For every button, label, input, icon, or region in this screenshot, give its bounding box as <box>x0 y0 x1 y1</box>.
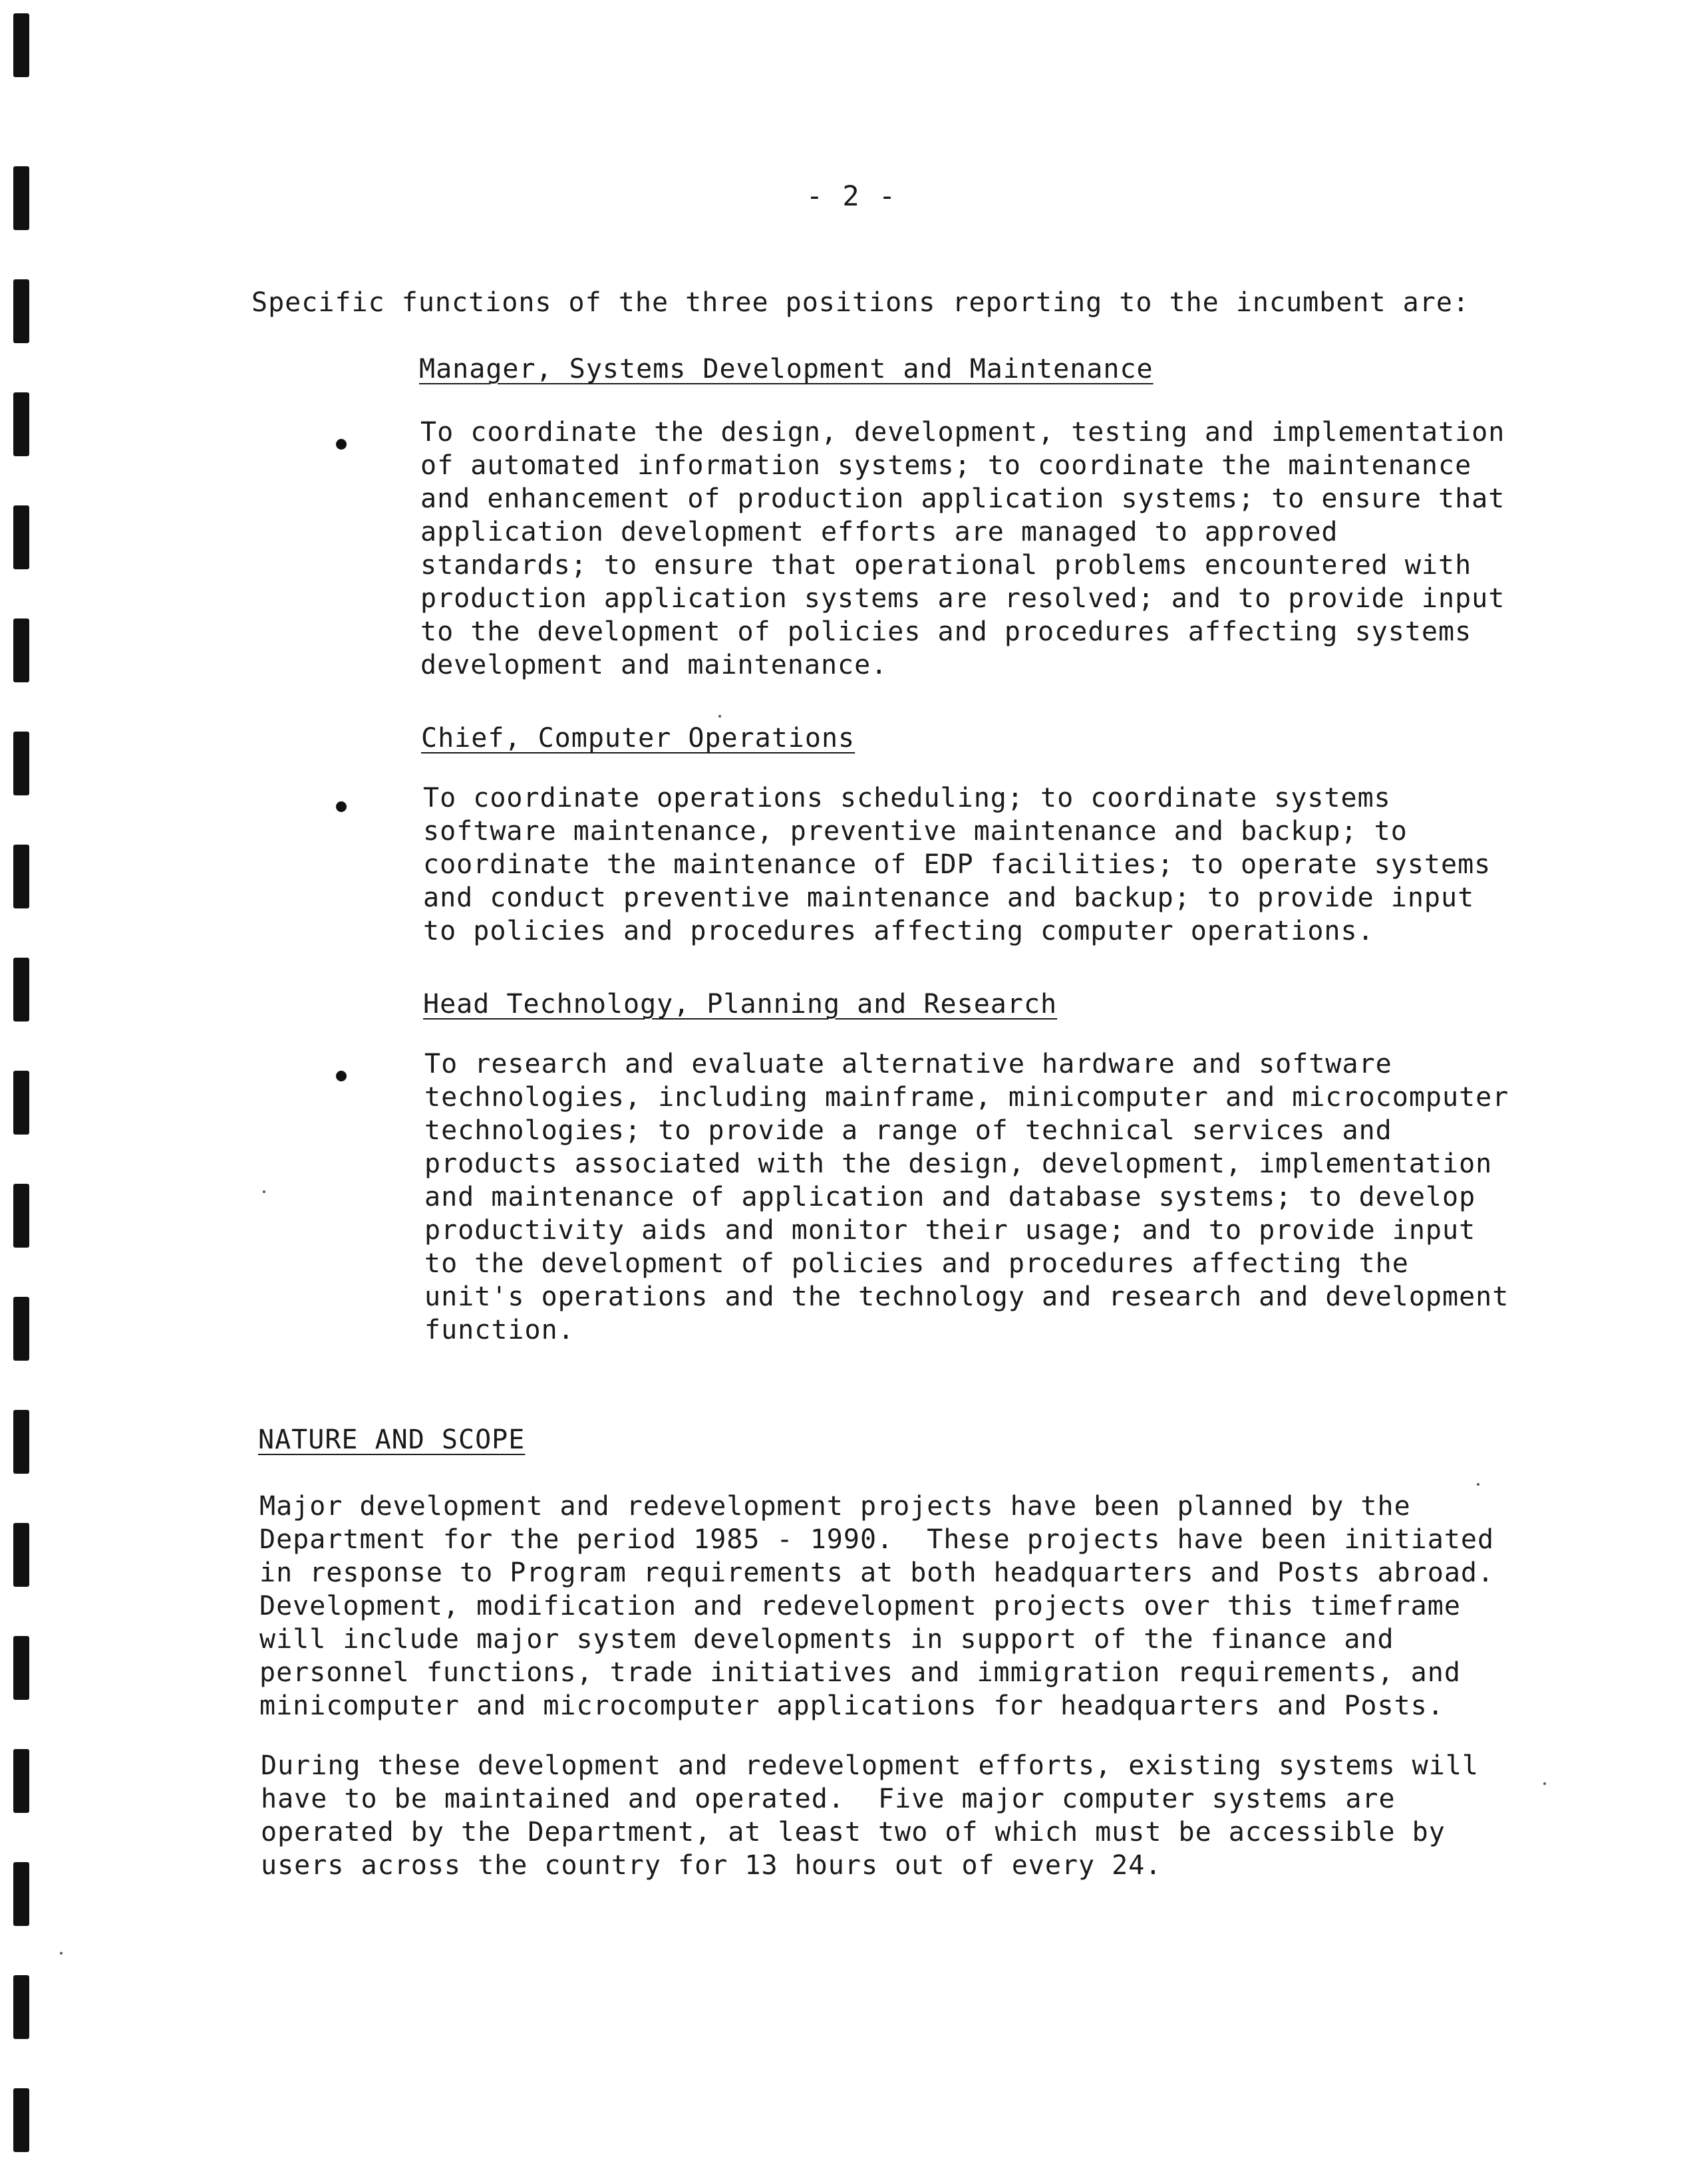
intro-text: Specific functions of the three positions reporting to the incumbent are: <box>251 287 1470 318</box>
binder-mark <box>13 1297 29 1361</box>
text-line: technologies; to provide a range of technical services and <box>424 1115 1392 1146</box>
position-description <box>423 781 1491 948</box>
text-line: minicomputer and microcomputer applications for headquarters and Posts. <box>259 1691 1444 1721</box>
scan-speck <box>718 715 721 718</box>
binder-mark <box>13 958 29 1022</box>
text-line: To research and evaluate alternative hardware and software <box>424 1049 1392 1079</box>
binder-mark <box>13 845 29 908</box>
text-line: to policies and procedures affecting computer operations. <box>423 916 1374 946</box>
text-line: Development, modification and redevelopment projects over this timeframe <box>259 1591 1461 1621</box>
text-line: During these development and redevelopment efforts, existing systems will <box>261 1750 1479 1781</box>
text-line: Major development and redevelopment projects have been planned by the <box>259 1491 1411 1522</box>
bullet-icon <box>336 439 347 450</box>
scan-speck <box>60 1952 63 1955</box>
scan-speck <box>1477 1483 1479 1486</box>
binder-mark <box>13 392 29 456</box>
text-line: unit's operations and the technology and research and development <box>424 1282 1509 1312</box>
text-line: in response to Program requirements at both headquarters and Posts abroad. <box>259 1558 1495 1588</box>
text-line: products associated with the design, development, implementation <box>424 1149 1493 1179</box>
text-line: technologies, including mainframe, minicomputer and microcomputer <box>424 1082 1509 1113</box>
text-line: and maintenance of application and database systems; to develop <box>424 1182 1476 1212</box>
text-line: to the development of policies and procedures affecting the <box>424 1248 1409 1279</box>
text-line: application development efforts are managed to approved <box>420 517 1338 547</box>
text-line: and conduct preventive maintenance and backup; to provide input <box>423 883 1475 913</box>
position-title: Chief, Computer Operations <box>421 723 855 753</box>
binder-mark <box>13 1184 29 1248</box>
text-line: To coordinate operations scheduling; to coordinate systems <box>423 783 1391 813</box>
binder-mark <box>13 1975 29 2039</box>
text-line: Department for the period 1985 - 1990. These projects have been initiated <box>259 1524 1495 1555</box>
binder-mark <box>13 2088 29 2152</box>
text-line: and enhancement of production application systems; to ensure that <box>420 483 1505 514</box>
text-line: function. <box>424 1315 575 1345</box>
scan-speck <box>263 1190 265 1193</box>
text-line: coordinate the maintenance of EDP facilities; to operate systems <box>423 849 1491 880</box>
bullet-icon <box>336 801 347 812</box>
section-title: NATURE AND SCOPE <box>258 1425 526 1455</box>
text-line: have to be maintained and operated. Five major computer systems are <box>261 1784 1396 1814</box>
binder-mark <box>13 1410 29 1474</box>
binder-mark <box>13 1636 29 1700</box>
binder-mark <box>13 1862 29 1926</box>
binder-mark <box>13 732 29 795</box>
text-line: software maintenance, preventive maintenance and backup; to <box>423 816 1408 847</box>
text-line: development and maintenance. <box>420 650 888 680</box>
binder-mark <box>13 1071 29 1135</box>
text-line: production application systems are resolved; and to provide input <box>420 583 1505 614</box>
binder-mark <box>13 1749 29 1813</box>
binder-mark <box>13 279 29 343</box>
binder-mark <box>13 505 29 569</box>
section-paragraph <box>261 1749 1479 1882</box>
binder-mark <box>13 618 29 682</box>
binder-mark <box>13 1523 29 1587</box>
text-line: users across the country for 13 hours out of every 24. <box>261 1850 1162 1881</box>
position-title: Manager, Systems Development and Maintenance <box>419 354 1154 384</box>
binder-mark <box>13 13 29 77</box>
text-line: to the development of policies and procedures affecting systems <box>420 616 1472 647</box>
scan-speck <box>1543 1782 1546 1785</box>
text-line: standards; to ensure that operational problems encountered with <box>420 550 1472 581</box>
position-description <box>420 416 1505 682</box>
text-line: personnel functions, trade initiatives and immigration requirements, and <box>259 1657 1461 1688</box>
bullet-icon <box>336 1071 347 1081</box>
text-line: of automated information systems; to coordinate the maintenance <box>420 450 1472 481</box>
section-paragraph <box>259 1490 1494 1722</box>
text-line: productivity aids and monitor their usage; and to provide input <box>424 1215 1476 1246</box>
position-description <box>424 1047 1509 1347</box>
text-line: To coordinate the design, development, testing and implementation <box>420 417 1505 448</box>
text-line: operated by the Department, at least two of which must be accessible by <box>261 1817 1446 1847</box>
position-title: Head Technology, Planning and Research <box>423 989 1058 1020</box>
text-line: will include major system developments in support of the finance and <box>259 1624 1394 1655</box>
page-number: - 2 - <box>806 180 897 212</box>
